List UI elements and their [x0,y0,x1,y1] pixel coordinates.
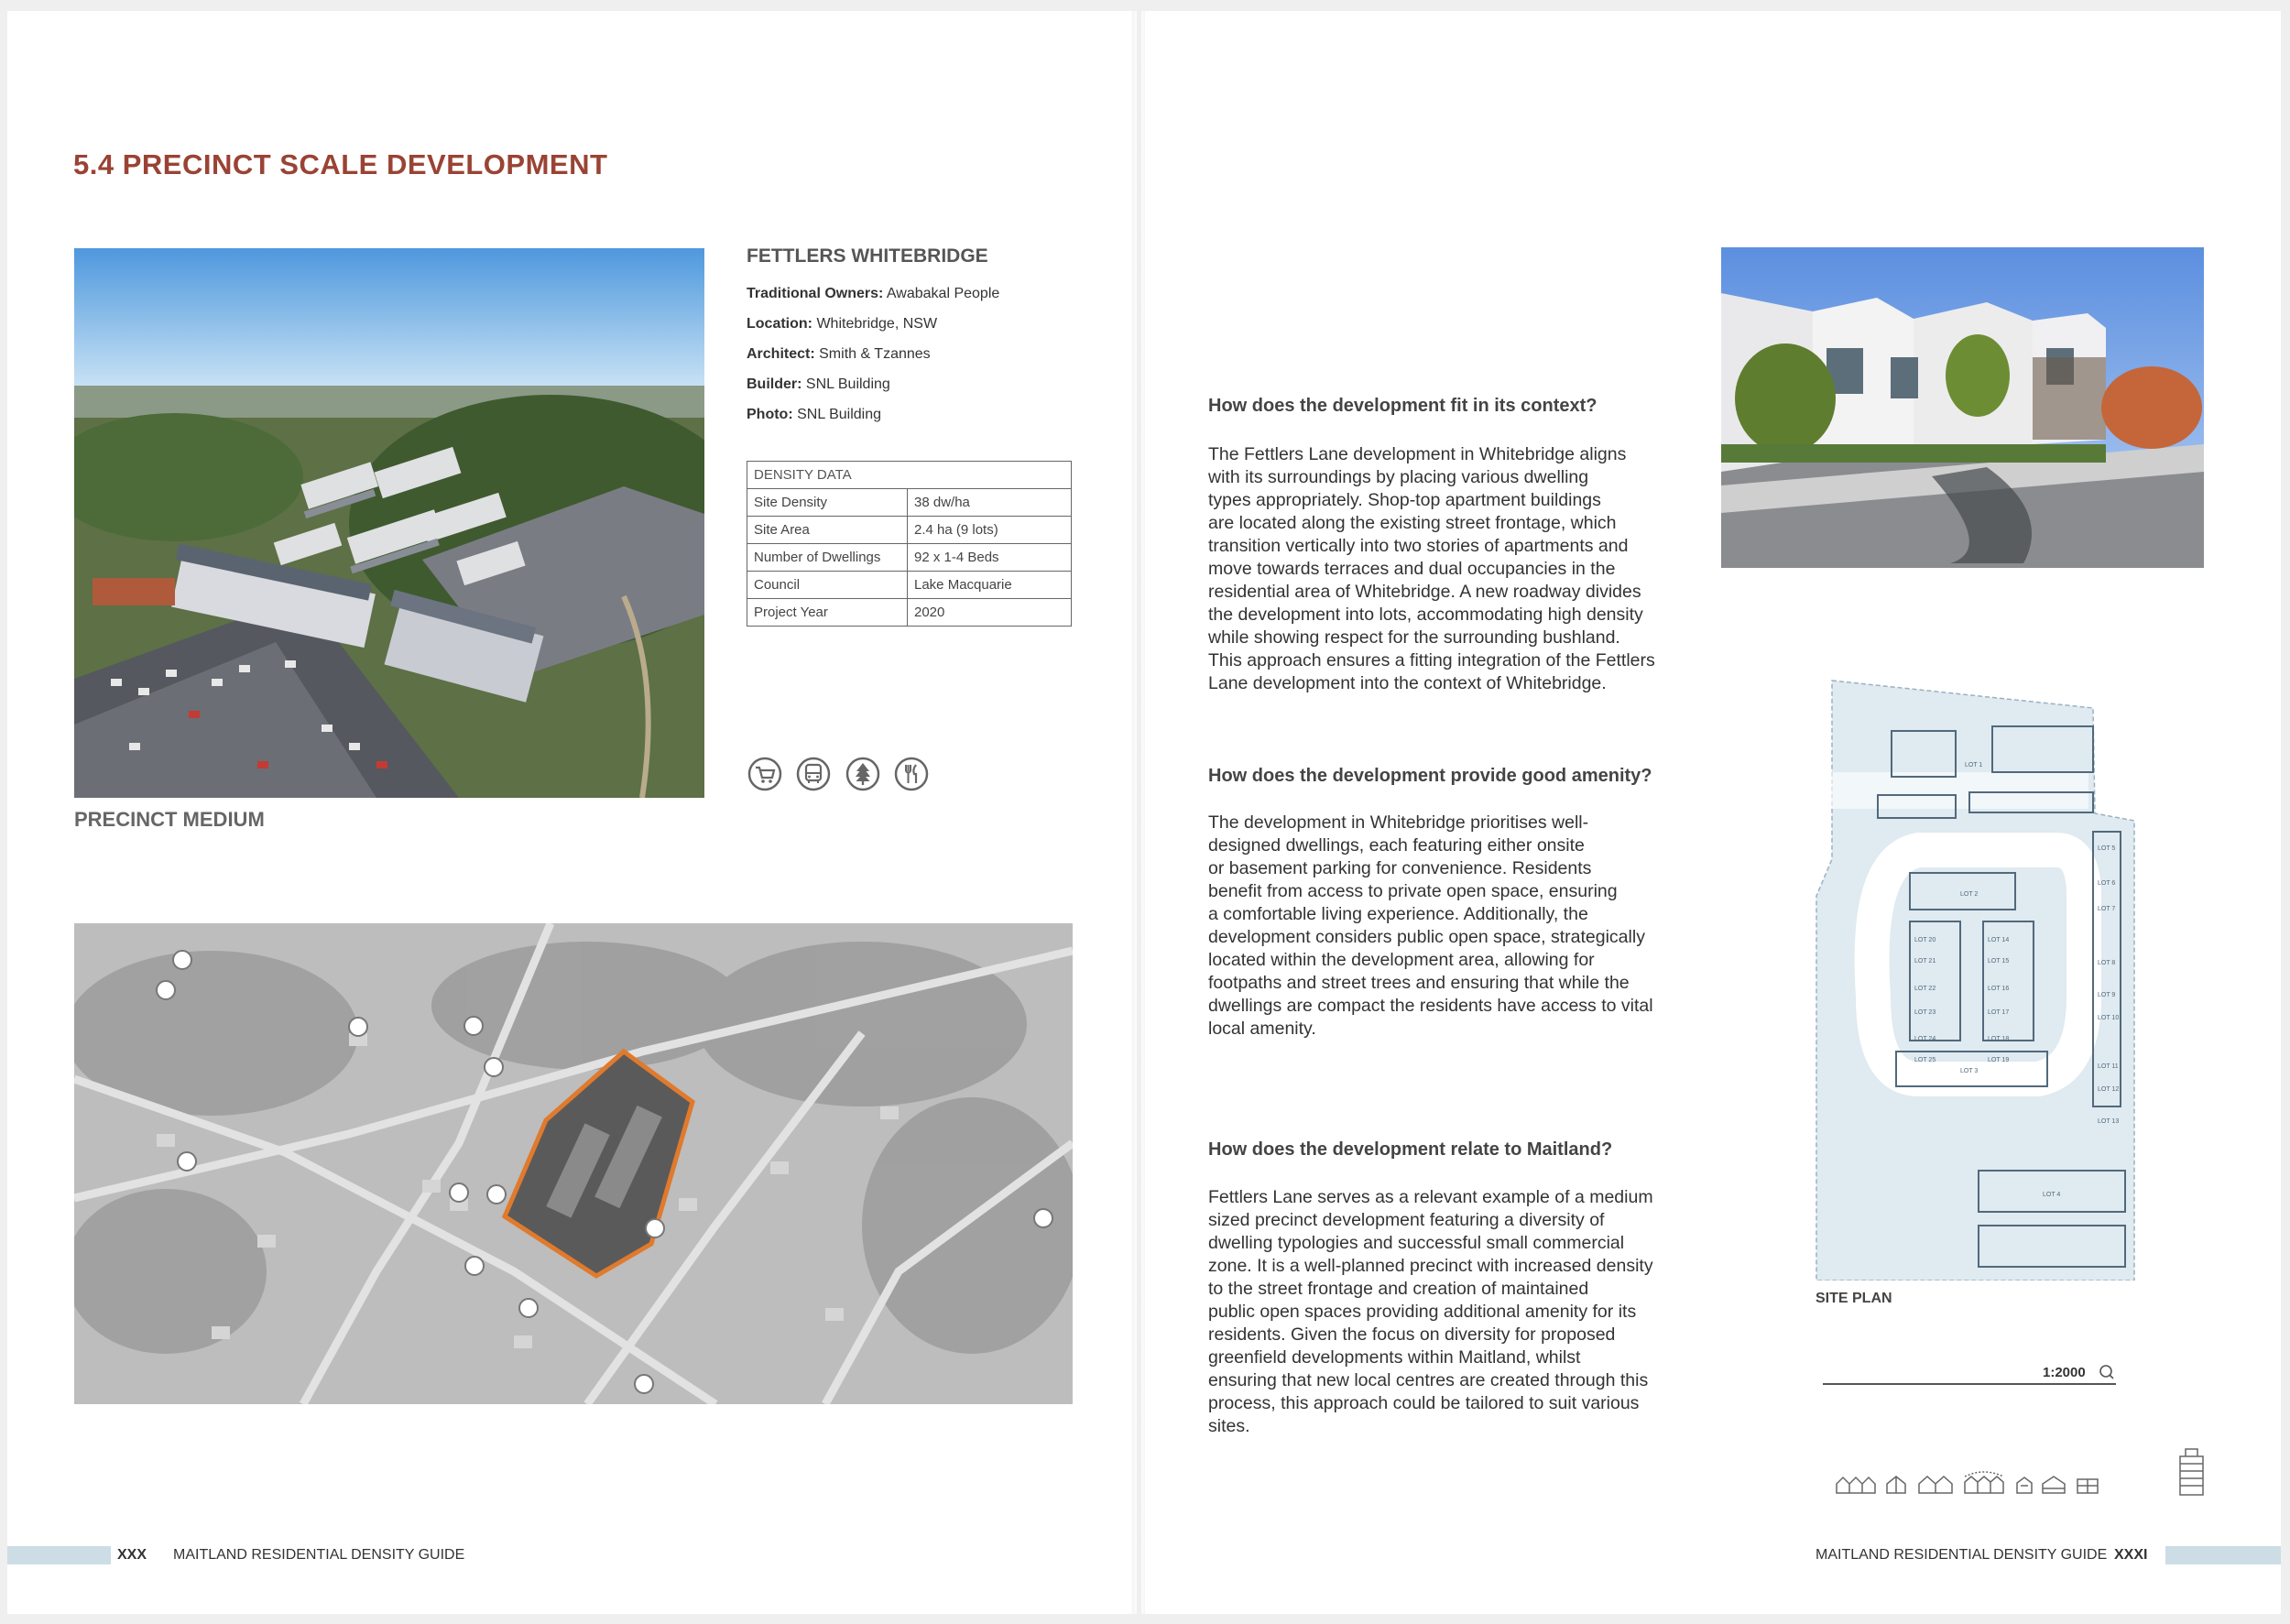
table-row [747,489,1072,517]
table-header: DENSITY DATA [747,462,1072,489]
dining-icon [894,757,929,791]
bus-icon [796,757,831,791]
text-line: move towards terraces and dual occupancies in the [1208,559,1616,579]
page-number-right: XXXI [2114,1547,2148,1563]
footer-bar [7,1546,111,1564]
lot-label: LOT 7 [2098,906,2116,912]
table-row [747,462,1072,489]
text-line: dwellings are compact the residents have access to vital [1208,996,1653,1016]
lot-label: LOT 15 [1988,958,2010,965]
text-line: public open spaces providing additional amenity for its [1208,1302,1637,1322]
lot-label: LOT 5 [2098,845,2116,852]
info-label: Traditional Owners: [747,286,884,301]
info-value: SNL Building [792,407,882,422]
scale-label: 1:2000 [2043,1365,2086,1380]
lot-label: LOT 10 [2098,1015,2120,1021]
section-heading-amenity: How does the development provide good amenity? [1208,766,1652,786]
site-plan-drawing [1809,676,2141,1281]
lot-label: LOT 2 [1960,891,1979,898]
table-cell-label: Site Area [747,517,908,544]
section-heading-context: How does the development fit in its context? [1208,396,1598,416]
text-line: transition vertically into two stories of apartments and [1208,536,1629,556]
section-heading-maitland: How does the development relate to Maitland? [1208,1139,1613,1160]
table-cell-value: 2020 [908,599,1072,627]
info-value: Awabakal People [883,286,1000,301]
text-line: The development in Whitebridge prioritises well- [1208,812,1589,833]
info-value: SNL Building [802,376,890,392]
info-architect [747,346,931,363]
density-typology-icons [1832,1438,2217,1502]
text-line: to the street frontage and creation of maintained [1208,1279,1589,1299]
text-line: footpaths and street trees and ensuring that while the [1208,973,1630,993]
text-line: with its surroundings by placing various dwelling [1208,467,1589,487]
lot-label: LOT 19 [1988,1057,2010,1063]
table-cell-value: 92 x 1-4 Beds [908,544,1072,572]
lot-label: LOT 18 [1988,1036,2010,1042]
info-value: Smith & Tzannes [814,346,931,362]
table-row [747,572,1072,599]
table-row [747,544,1072,572]
scale-bar [1823,1357,2121,1385]
page-number-left: XXX [117,1547,147,1563]
text-line: zone. It is a well-planned precinct with increased density [1208,1256,1653,1276]
info-photo [747,407,881,423]
text-line: or basement parking for convenience. Residents [1208,858,1592,878]
section-body-context [1208,443,1707,695]
section-title: 5.4 PRECINCT SCALE DEVELOPMENT [73,148,608,180]
lot-label: LOT 20 [1914,937,1936,943]
info-label: Photo: [747,407,793,422]
shopping-cart-icon [747,757,782,791]
text-line: sites. [1208,1416,1250,1436]
table-cell-label: Project Year [747,599,908,627]
table-row [747,599,1072,627]
table-cell-value: 2.4 ha (9 lots) [908,517,1072,544]
lot-label: LOT 4 [2043,1192,2061,1198]
lot-label: LOT 22 [1914,986,1936,992]
lot-label: LOT 21 [1914,958,1936,965]
footer-title-left: MAITLAND RESIDENTIAL DENSITY GUIDE [173,1547,465,1563]
info-builder [747,376,890,393]
table-row [747,517,1072,544]
table-cell-value: 38 dw/ha [908,489,1072,517]
project-name: FETTLERS WHITEBRIDGE [747,245,988,267]
info-label: Location: [747,316,812,332]
lot-label: LOT 16 [1988,986,2010,992]
lot-label: LOT 3 [1960,1068,1979,1074]
lot-label: LOT 12 [2098,1086,2120,1093]
text-line: dwelling typologies and successful small commercial [1208,1233,1625,1253]
text-line: sized precinct development featuring a diversity of [1208,1210,1605,1230]
amenity-icons [747,757,939,796]
text-line: Fettlers Lane serves as a relevant example of a medium [1208,1187,1653,1207]
info-traditional-owners [747,286,999,302]
lot-label: LOT 8 [2098,960,2116,966]
location-map [74,923,1073,1404]
lot-label: LOT 9 [2098,992,2116,998]
text-line: local amenity. [1208,1019,1316,1039]
table-cell-label: Site Density [747,489,908,517]
info-value: Whitebridge, NSW [812,316,938,332]
table-cell-label: Council [747,572,908,599]
precinct-label: PRECINCT MEDIUM [74,808,265,831]
text-line: process, this approach could be tailored to suit various [1208,1393,1640,1413]
text-line: are located along the existing street frontage, which [1208,513,1617,533]
text-line: a comfortable living experience. Additionally, the [1208,904,1588,924]
info-label: Architect: [747,346,815,362]
info-label: Builder: [747,376,802,392]
density-data-table [747,461,1072,627]
lot-label: LOT 14 [1988,937,2010,943]
table-cell-value: Lake Macquarie [908,572,1072,599]
lot-label: LOT 11 [2098,1063,2119,1070]
text-line: located within the development area, allowing for [1208,950,1595,970]
lot-label: LOT 13 [2098,1118,2120,1125]
text-line: This approach ensures a fitting integration of the Fettlers [1208,650,1655,670]
lot-label: LOT 1 [1965,762,1983,768]
scale-line [1823,1383,2116,1385]
text-line: residential area of Whitebridge. A new roadway divides [1208,582,1641,602]
footer-title-right: MAITLAND RESIDENTIAL DENSITY GUIDE [1816,1547,2108,1563]
footer-bar [2165,1546,2281,1564]
text-line: the development into lots, accommodating high density [1208,605,1643,625]
text-line: designed dwellings, each featuring either onsite [1208,835,1585,856]
text-line: benefit from access to private open space, ensuring [1208,881,1618,901]
tree-icon [845,757,880,791]
north-arrow-icon [2098,1363,2114,1379]
text-line: development considers public open space, strategically [1208,927,1645,947]
text-line: types appropriately. Shop-top apartment buildings [1208,490,1601,510]
section-body-amenity [1208,812,1707,1041]
lot-label: LOT 17 [1988,1009,2010,1016]
site-plan-label: SITE PLAN [1816,1291,1892,1306]
lot-label: LOT 25 [1914,1057,1936,1063]
lot-label: LOT 24 [1914,1036,1936,1042]
text-line: while showing respect for the surrounding bushland. [1208,627,1620,648]
text-line: The Fettlers Lane development in Whitebridge aligns [1208,444,1627,464]
text-line: Lane development into the context of Whitebridge. [1208,673,1607,693]
text-line: residents. Given the focus on diversity for proposed [1208,1324,1616,1345]
book-gutter [1132,11,1145,1614]
text-line: ensuring that new local centres are created through this [1208,1370,1649,1390]
street-photo [1721,247,2204,568]
section-body-maitland [1208,1186,1707,1438]
text-line: greenfield developments within Maitland, whilst [1208,1347,1581,1368]
info-location [747,316,937,332]
aerial-photo [74,248,704,798]
lot-label: LOT 6 [2098,880,2116,887]
table-cell-label: Number of Dwellings [747,544,908,572]
lot-label: LOT 23 [1914,1009,1936,1016]
